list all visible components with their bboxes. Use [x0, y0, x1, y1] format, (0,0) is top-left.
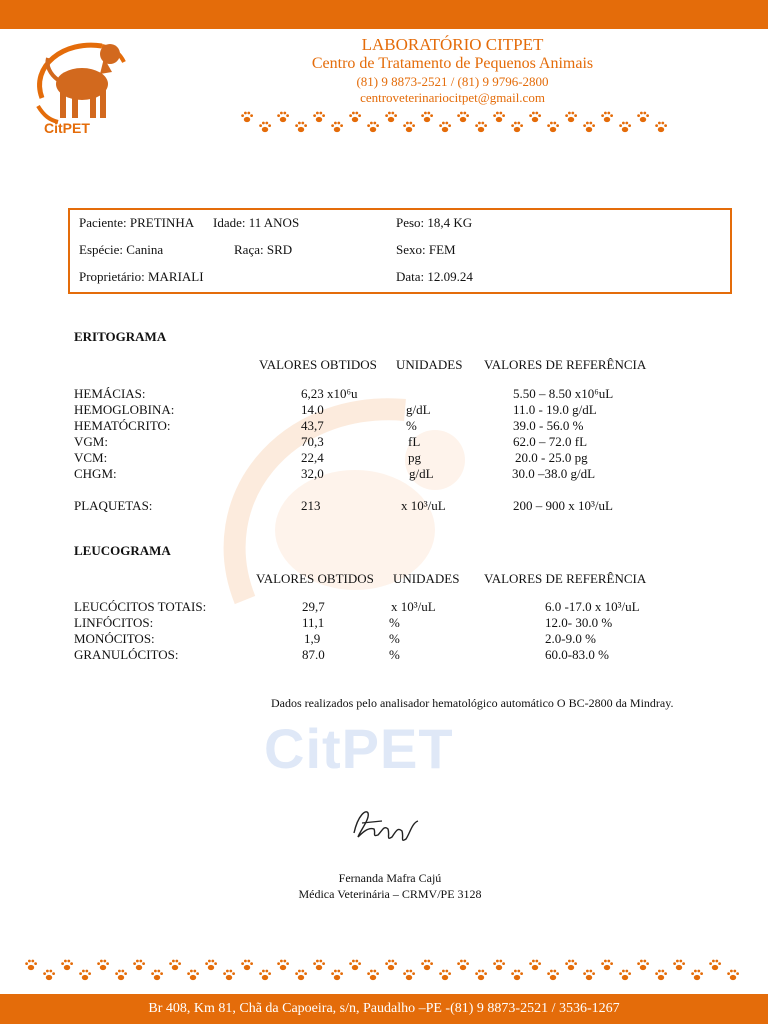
paw-print-icon: [726, 968, 740, 982]
paw-print-icon: [330, 968, 344, 982]
leucograma-row-label: LINFÓCITOS:: [74, 615, 154, 630]
eritograma-row-label: VCM:: [74, 450, 108, 465]
leucograma-row-value: 11,1: [302, 615, 325, 630]
eritograma-row-value: 32,0: [301, 466, 324, 481]
paw-print-icon: [312, 958, 326, 972]
eritograma-row-ref: 30.0 –38.0 g/dL: [512, 466, 596, 481]
eritograma-col-obtained: VALORES OBTIDOS: [259, 357, 377, 372]
watermark-logo: [205, 380, 505, 680]
eritograma-row-unit: g/dL: [406, 402, 431, 417]
paw-print-icon: [438, 120, 452, 134]
patient-breed: Raça: SRD: [234, 242, 293, 257]
eritograma-row-ref: 5.50 – 8.50 x10⁶uL: [513, 386, 614, 401]
paw-print-icon: [438, 968, 452, 982]
paw-print-icon: [330, 120, 344, 134]
platelets-unit: x 10³/uL: [401, 498, 446, 513]
paw-print-icon: [42, 968, 56, 982]
footer-address: Br 408, Km 81, Chã da Capoeira, s/n, Paudalho –PE -(81) 9 8873-2521 / 3536-1267: [148, 1001, 620, 1016]
paw-print-icon: [366, 968, 380, 982]
paw-print-icon: [240, 958, 254, 972]
leucograma-row-label: LEUCÓCITOS TOTAIS:: [74, 599, 207, 614]
paw-print-icon: [456, 958, 470, 972]
patient-species: Espécie: Canina: [79, 242, 164, 257]
paw-print-icon: [582, 120, 596, 134]
paw-print-icon: [618, 968, 632, 982]
paw-print-icon: [366, 120, 380, 134]
leucograma-col-units: UNIDADES: [393, 571, 460, 586]
paw-print-icon: [690, 968, 704, 982]
paw-print-icon: [276, 110, 290, 124]
leucograma-row-value: 87.0: [302, 647, 325, 662]
paw-print-icon: [636, 958, 650, 972]
leucograma-row-value: 29,7: [302, 599, 325, 614]
paw-print-icon: [420, 958, 434, 972]
paw-print-icon: [564, 958, 578, 972]
footer-bar: [0, 994, 768, 1024]
patient-owner: Proprietário: MARIALI: [79, 269, 204, 284]
paw-print-icon: [78, 968, 92, 982]
paw-row-top: [240, 110, 680, 136]
leucograma-row-ref: 60.0-83.0 %: [545, 647, 609, 662]
paw-print-icon: [402, 120, 416, 134]
paw-print-icon: [474, 120, 488, 134]
leucograma-col-obtained: VALORES OBTIDOS: [256, 571, 374, 586]
eritograma-row-value: 22,4: [301, 450, 324, 465]
paw-print-icon: [528, 110, 542, 124]
paw-print-icon: [96, 958, 110, 972]
paw-print-icon: [672, 958, 686, 972]
paw-print-icon: [348, 958, 362, 972]
leucograma-row-unit: %: [389, 615, 400, 630]
paw-print-icon: [150, 968, 164, 982]
eritograma-row-unit: fL: [408, 434, 421, 449]
paw-print-icon: [312, 110, 326, 124]
eritograma-row-unit: %: [406, 418, 417, 433]
eritograma-row-unit: pg: [408, 450, 421, 465]
paw-print-icon: [258, 968, 272, 982]
analyzer-note: Dados realizados pelo analisador hematológico automático O BC-2800 da Mindray.: [271, 696, 674, 710]
paw-print-icon: [618, 120, 632, 134]
logo-text: CitPET: [44, 120, 90, 136]
lab-name: LABORATÓRIO CITPET: [361, 35, 544, 54]
paw-print-icon: [294, 968, 308, 982]
signer-title: Médica Veterinária – CRMV/PE 3128: [298, 887, 482, 901]
eritograma-col-reference: VALORES DE REFERÊNCIA: [484, 357, 647, 372]
patient-name: Paciente: PRETINHA: [79, 215, 195, 230]
eritograma-row-ref: 62.0 – 72.0 fL: [513, 434, 588, 449]
paw-print-icon: [582, 968, 596, 982]
paw-print-icon: [546, 120, 560, 134]
eritograma-row-value: 70,3: [301, 434, 324, 449]
eritograma-row-ref: 11.0 - 19.0 g/dL: [513, 402, 597, 417]
leucograma-title: LEUCOGRAMA: [74, 543, 171, 558]
leucograma-row-ref: 12.0- 30.0 %: [545, 615, 613, 630]
patient-sex: Sexo: FEM: [396, 242, 456, 257]
leucograma-row-label: MONÓCITOS:: [74, 631, 155, 646]
paw-print-icon: [636, 110, 650, 124]
lab-phones: (81) 9 8873-2521 / (81) 9 9796-2800: [356, 74, 549, 89]
lab-email: centroveterinariocitpet@gmail.com: [360, 90, 545, 105]
patient-weight: Peso: 18,4 KG: [396, 215, 473, 230]
paw-print-icon: [276, 958, 290, 972]
paw-print-icon: [186, 968, 200, 982]
paw-print-icon: [510, 968, 524, 982]
platelets-ref: 200 – 900 x 10³/uL: [513, 498, 613, 513]
leucograma-row-label: GRANULÓCITOS:: [74, 647, 179, 662]
eritograma-row-label: VGM:: [74, 434, 108, 449]
eritograma-row-ref: 39.0 - 56.0 %: [513, 418, 584, 433]
paw-print-icon: [474, 968, 488, 982]
top-accent-bar: [0, 0, 768, 29]
paw-print-icon: [222, 968, 236, 982]
paw-print-icon: [708, 958, 722, 972]
eritograma-row-label: HEMATÓCRITO:: [74, 418, 171, 433]
eritograma-row-value: 43,7: [301, 418, 324, 433]
paw-print-icon: [402, 968, 416, 982]
paw-print-icon: [564, 110, 578, 124]
eritograma-col-units: UNIDADES: [396, 357, 463, 372]
paw-print-icon: [492, 110, 506, 124]
leucograma-row-ref: 2.0-9.0 %: [545, 631, 596, 646]
leucograma-row-unit: x 10³/uL: [391, 599, 436, 614]
eritograma-row-value: 6,23 x10⁶u: [301, 386, 358, 401]
paw-print-icon: [600, 958, 614, 972]
patient-age: Idade: 11 ANOS: [213, 215, 300, 230]
paw-row-bottom: [24, 958, 754, 984]
paw-print-icon: [168, 958, 182, 972]
platelets-value: 213: [301, 498, 321, 513]
paw-print-icon: [258, 120, 272, 134]
exam-date: Data: 12.09.24: [396, 269, 473, 284]
patient-info-box: [68, 208, 732, 294]
leucograma-row-value: 1,9: [304, 631, 321, 646]
paw-print-icon: [456, 110, 470, 124]
signer-name: Fernanda Mafra Cajú: [338, 871, 442, 885]
eritograma-row-label: HEMÁCIAS:: [74, 386, 146, 401]
eritograma-row-label: CHGM:: [74, 466, 117, 481]
paw-print-icon: [294, 120, 308, 134]
paw-print-icon: [240, 110, 254, 124]
leucograma-row-ref: 6.0 -17.0 x 10³/uL: [545, 599, 640, 614]
eritograma-row-value: 14.0: [301, 402, 324, 417]
paw-print-icon: [348, 110, 362, 124]
paw-print-icon: [420, 110, 434, 124]
platelets-label: PLAQUETAS:: [74, 498, 153, 513]
leucograma-col-reference: VALORES DE REFERÊNCIA: [484, 571, 647, 586]
paw-print-icon: [510, 120, 524, 134]
leucograma-row-unit: %: [389, 631, 400, 646]
lab-subtitle: Centro de Tratamento de Pequenos Animais: [311, 55, 594, 72]
paw-print-icon: [204, 958, 218, 972]
eritograma-row-label: HEMOGLOBINA:: [74, 402, 175, 417]
paw-print-icon: [492, 958, 506, 972]
paw-print-icon: [654, 968, 668, 982]
paw-print-icon: [546, 968, 560, 982]
eritograma-title: ERITOGRAMA: [74, 329, 167, 344]
paw-print-icon: [384, 958, 398, 972]
paw-print-icon: [528, 958, 542, 972]
paw-print-icon: [600, 110, 614, 124]
signature-image: [348, 803, 428, 845]
eritograma-row-ref: 20.0 - 25.0 pg: [515, 450, 588, 465]
paw-print-icon: [114, 968, 128, 982]
paw-print-icon: [384, 110, 398, 124]
paw-print-icon: [132, 958, 146, 972]
paw-print-icon: [24, 958, 38, 972]
paw-print-icon: [654, 120, 668, 134]
watermark-text: CitPET: [264, 717, 454, 780]
paw-print-icon: [60, 958, 74, 972]
leucograma-row-unit: %: [389, 647, 400, 662]
eritograma-row-unit: g/dL: [409, 466, 434, 481]
